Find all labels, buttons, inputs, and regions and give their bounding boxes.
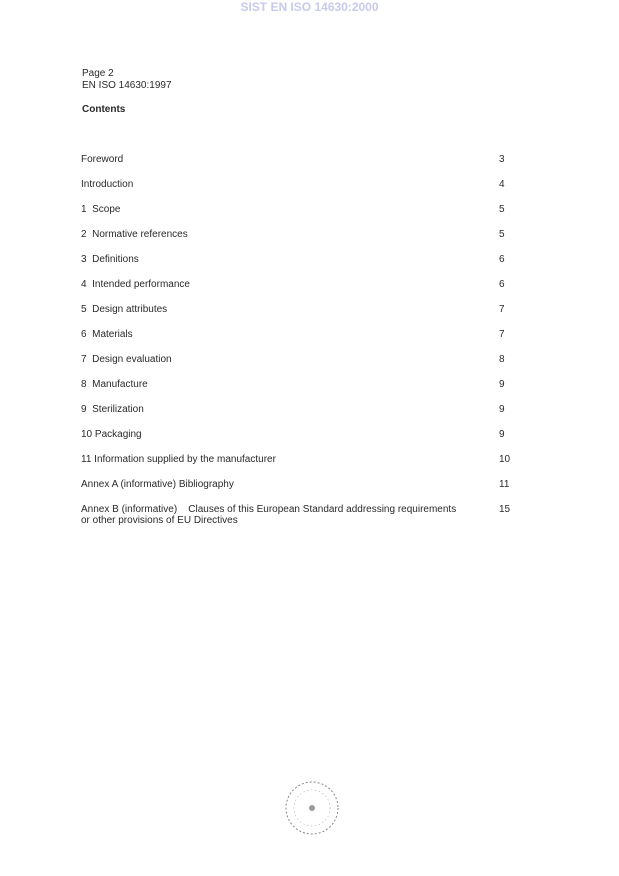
toc-page: 9 <box>499 379 505 390</box>
contents-heading: Contents <box>82 104 126 115</box>
toc-entry <box>81 304 511 315</box>
toc-entry <box>81 154 511 165</box>
toc-title: 3 Definitions <box>81 254 139 265</box>
toc-entry <box>81 404 511 415</box>
toc-page: 6 <box>499 254 505 265</box>
page-number: Page 2 <box>82 68 114 79</box>
toc-entry <box>81 279 511 290</box>
toc-page: 10 <box>499 454 511 465</box>
toc-page: 11 <box>499 479 510 490</box>
toc-page: 7 <box>499 304 505 315</box>
toc-title: 6 Materials <box>81 329 133 340</box>
toc-entry <box>81 329 511 340</box>
toc-entry <box>81 504 511 526</box>
toc-entry <box>81 179 511 190</box>
toc-title: Annex A (informative) Bibliography <box>81 479 234 490</box>
toc-page: 4 <box>499 179 505 190</box>
toc-page: 9 <box>499 429 505 440</box>
toc-title: 2 Normative references <box>81 229 188 240</box>
toc-page: 9 <box>499 404 505 415</box>
standard-id: EN ISO 14630:1997 <box>82 80 172 91</box>
toc-title: 10 Packaging <box>81 429 142 440</box>
toc-entry <box>81 429 511 440</box>
toc-title: 5 Design attributes <box>81 304 168 315</box>
toc-entry <box>81 229 511 240</box>
toc-title: 11 Information supplied by the manufacturer <box>81 454 276 465</box>
toc-title: Introduction <box>81 179 134 190</box>
toc-title: 7 Design evaluation <box>81 354 172 365</box>
toc-page: 15 <box>499 504 511 515</box>
toc-entry <box>81 254 511 265</box>
toc-entry <box>81 354 511 365</box>
toc-title-line2: or other provisions of EU Directives <box>81 515 238 526</box>
watermark: SIST EN ISO 14630:2000 <box>240 0 379 14</box>
toc-page: 3 <box>499 154 505 165</box>
stamp-seal-icon <box>282 778 342 838</box>
toc-title: 4 Intended performance <box>81 279 190 290</box>
toc-page: 5 <box>499 204 505 215</box>
toc-page: 8 <box>499 354 505 365</box>
toc-title: Annex B (informative) Clauses of this European Standard addressing requirements <box>81 504 457 515</box>
toc-entry <box>81 479 511 490</box>
toc-page: 6 <box>499 279 505 290</box>
toc-title: 9 Sterilization <box>81 404 144 415</box>
toc-entry <box>81 204 511 215</box>
toc-entry <box>81 454 511 465</box>
toc-entry <box>81 379 511 390</box>
toc-page: 5 <box>499 229 505 240</box>
toc-title: 8 Manufacture <box>81 379 148 390</box>
toc-page: 7 <box>499 329 505 340</box>
toc-title: 1 Scope <box>81 204 121 215</box>
toc-title: Foreword <box>81 154 124 165</box>
